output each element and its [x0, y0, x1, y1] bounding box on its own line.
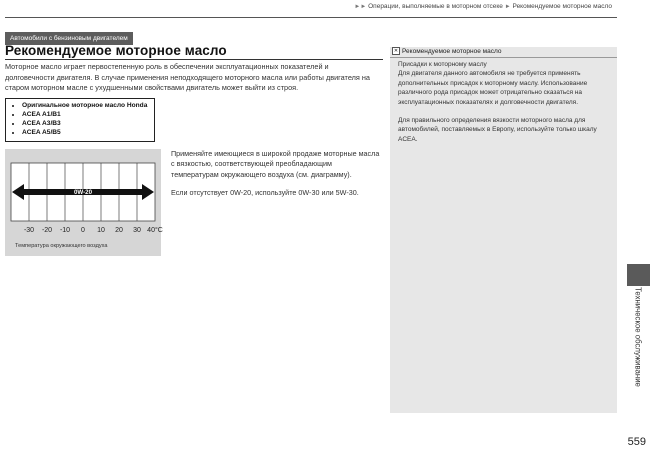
- recommended-oil-box: [5, 98, 155, 142]
- breadcrumb-current: Рекомендуемое моторное масло: [512, 3, 612, 10]
- chart-x-axis-label: Температура окружающего воздуха: [15, 243, 108, 249]
- page-title: Рекомендуемое моторное масло: [5, 43, 227, 58]
- chart-alternative-note: Если отсутствует 0W-20, используйте 0W-30 или 5W-30.: [171, 187, 359, 197]
- chapter-tab-label: [629, 287, 647, 387]
- oil-list-item: • ACEA A5/B5: [22, 128, 148, 137]
- intro-paragraph: Моторное масло играет первостепенную роль в обеспечении эксплуатационных показателей и долговечности двигателя. В случае применения неподходящего моторного масла или работы двигателя на старом моторном масле с ухудшенными свойствами двигатель может выйти из строя.: [5, 62, 370, 92]
- breadcrumb-arrow-icon: ►►: [354, 4, 367, 10]
- chart-tick-label: 10: [97, 227, 105, 234]
- chart-description-paragraph: Применяйте имеющиеся в широкой продаже моторные масла с вязкостью, соответствующей преобладающим температурам окружающего воздуха (см. диаграмму).: [171, 149, 380, 179]
- chart-description: [171, 149, 381, 206]
- viscosity-chart-svg: [5, 149, 161, 256]
- chart-tick-label: 20: [115, 227, 123, 234]
- chart-tick-label: 30: [133, 227, 141, 234]
- page-number: 559: [627, 436, 646, 448]
- title-divider: [5, 59, 383, 60]
- notes-body: [398, 60, 613, 153]
- note-icon: ✕: [393, 48, 399, 55]
- chapter-tab-marker: [627, 264, 650, 286]
- notes-paragraph: Для двигателя данного автомобиля не требуется применять дополнительных присадок к моторному маслу. Использование различного рода присадок может отрицательно сказаться на эксплуатационных показателях и долговечности двигателя.: [398, 70, 588, 106]
- oil-list-item: • Оригинальное моторное масло Honda: [22, 101, 148, 110]
- chart-tick-label: -20: [41, 227, 53, 234]
- notes-subheading: Присадки к моторному маслу: [398, 61, 487, 68]
- oil-list-item: • ACEA A3/B3: [22, 119, 148, 128]
- section-tag: Автомобили с бензиновым двигателем: [5, 32, 133, 45]
- chart-tick-label: -10: [59, 227, 71, 234]
- chart-tick-label: -30: [23, 227, 35, 234]
- viscosity-chart: [5, 149, 161, 256]
- chart-tick-label: 0: [81, 227, 85, 234]
- breadcrumb-separator-icon: ►: [504, 4, 511, 10]
- notes-header-label: Рекомендуемое моторное масло: [402, 48, 502, 55]
- breadcrumb: [354, 3, 612, 10]
- notes-paragraph: Для правильного определения вязкости моторного масла для автомобилей, поставляемых в Европу, используйте только шкалу ACEA.: [398, 117, 597, 143]
- oil-list-item: • ACEA A1/B1: [22, 110, 148, 119]
- notes-header: [390, 47, 617, 58]
- chart-tick-label: 40°C: [147, 227, 163, 234]
- breadcrumb-section: Операции, выполняемые в моторном отсеке: [368, 3, 503, 10]
- chart-series-label: 0W-20: [73, 189, 93, 197]
- chapter-tab-text: Техническое обслуживание: [633, 287, 643, 387]
- notes-panel: [390, 47, 617, 413]
- top-divider: [5, 17, 617, 18]
